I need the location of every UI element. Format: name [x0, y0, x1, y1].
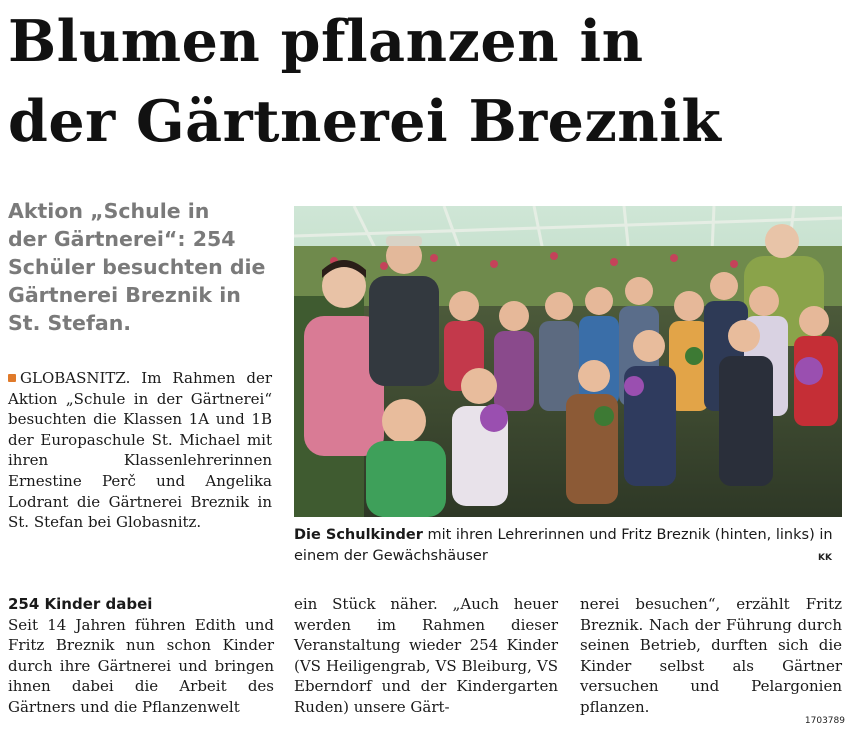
- lead-paragraph: [8, 368, 272, 533]
- caption-lead: Die Schulkinder: [294, 527, 423, 543]
- subhead-line: der Gärtnerei“: 254: [8, 227, 236, 251]
- section-kicker: 254 Kinder dabei: [8, 595, 153, 613]
- dateline: GLOBASNITZ.: [20, 369, 131, 387]
- photo-caption: [294, 525, 842, 567]
- headline: [8, 2, 848, 162]
- article-column-2: [294, 594, 558, 718]
- article-column-3: [580, 594, 842, 718]
- headline-line-2: der Gärtnerei Breznik: [8, 88, 722, 155]
- column-text: Seit 14 Jahren führen Edith und Fritz Breznik nun schon Kinder durch ihre Gärtnerei und bringen ihnen dabei die Arbeit des Gärtners und die Pflanzenwelt: [8, 615, 274, 716]
- article-column-1: [8, 594, 274, 718]
- bullet-square-icon: [8, 374, 16, 382]
- column-text: ein Stück näher. „Auch heuer werden im Rahmen dieser Veranstaltung wieder 254 Kinder (VS Heiligengrab, VS Bleiburg, VS Eberndorf und der Kindergarten Ruden) unsere Gärt-: [294, 595, 558, 716]
- subhead-line: Aktion „Schule in: [8, 199, 210, 223]
- column-text: nerei besuchen“, erzählt Fritz Breznik. Nach der Führung durch seinen Betrieb, durften sich die Kinder selbst als Gärtner versuchen und Pelargonien pflanzen.: [580, 595, 842, 716]
- lead-text: Im Rahmen der Aktion „Schule in der Gärtnerei“ besuchten die Klassen 1A und 1B der Europaschule St. Michael mit ihren Klassenlehrerinnen Ernestine Perč und Angelika Lodrant die Gärtnerei Breznik in St. Stefan bei Globasnitz.: [8, 369, 272, 532]
- headline-line-1: Blumen pflanzen in: [8, 8, 644, 75]
- photo-credit: KK: [818, 553, 832, 563]
- subhead-line: Gärtnerei Breznik in: [8, 283, 241, 307]
- article-code: 1703789: [804, 716, 845, 726]
- subheadline: [8, 197, 288, 337]
- greenhouse-photo-illustration: [294, 206, 842, 517]
- caption-text: mit ihren Lehrerinnen und Fritz Breznik (hinten, links) in einem der Gewächshäuser: [294, 527, 833, 564]
- group-photo: [294, 206, 842, 517]
- subhead-line: St. Stefan.: [8, 311, 132, 335]
- subhead-line: Schüler besuchten die: [8, 255, 266, 279]
